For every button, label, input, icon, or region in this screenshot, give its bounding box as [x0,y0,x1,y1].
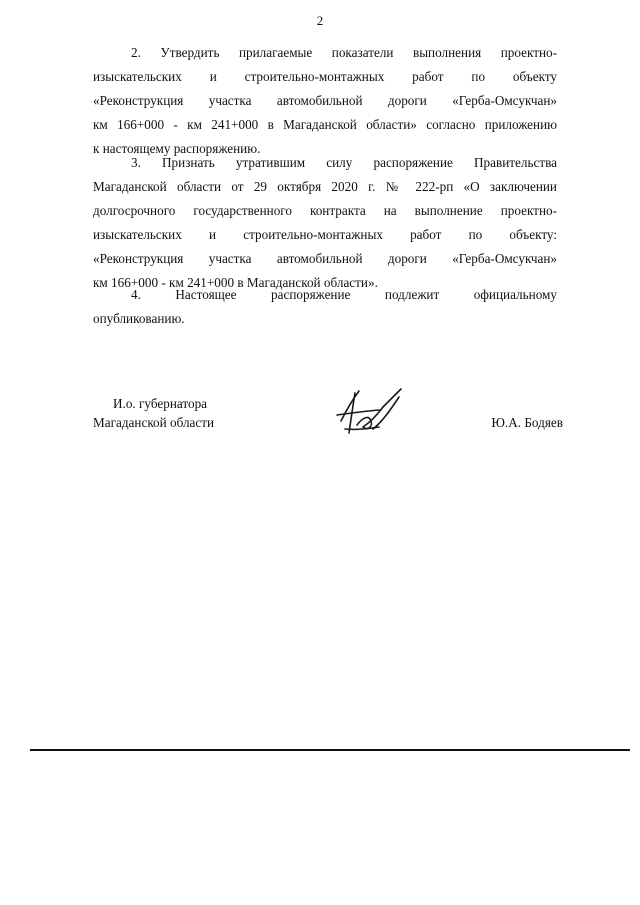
paragraph-line: 2. Утвердить прилагаемые показатели выполнения проектно- [131,45,557,60]
paragraph-line: изыскательских и строительно-монтажных работ по объекту: [93,227,557,242]
position-line-2: Магаданской области [93,415,215,430]
paragraph-line: 3. Признать утратившим силу распоряжение Правительства [131,155,557,170]
page-number: 2 [316,13,324,28]
signatory-name: Ю.А. Бодяев [491,415,563,430]
paragraph-line: «Реконструкция участка автомобильной дороги «Герба-Омсукчан» [93,93,557,108]
position-line-1: И.о. губернатора [113,396,208,411]
paragraph-line: изыскательских и строительно-монтажных работ по объекту [93,69,557,84]
paragraph-line: «Реконструкция участка автомобильной дороги «Герба-Омсукчан» [93,251,557,266]
paragraph-line: км 166+000 - км 241+000 в Магаданской области» согласно приложению [93,117,557,132]
paragraph-line: 4. Настоящее распоряжение подлежит официальному [131,287,557,302]
handwritten-signature [333,385,413,440]
paragraph-line: долгосрочного государственного контракта на выполнение проектно- [93,203,557,218]
paragraph-line: км 166+000 - км 241+000 в Магаданской области». [93,275,378,290]
signatory-position [93,394,293,432]
paragraph-line: к настоящему распоряжению. [93,141,261,156]
paragraph-line: опубликованию. [93,311,185,326]
paragraph-line: Магаданской области от 29 октября 2020 г. № 222-рп «О заключении [93,179,557,194]
bottom-divider [30,749,630,751]
